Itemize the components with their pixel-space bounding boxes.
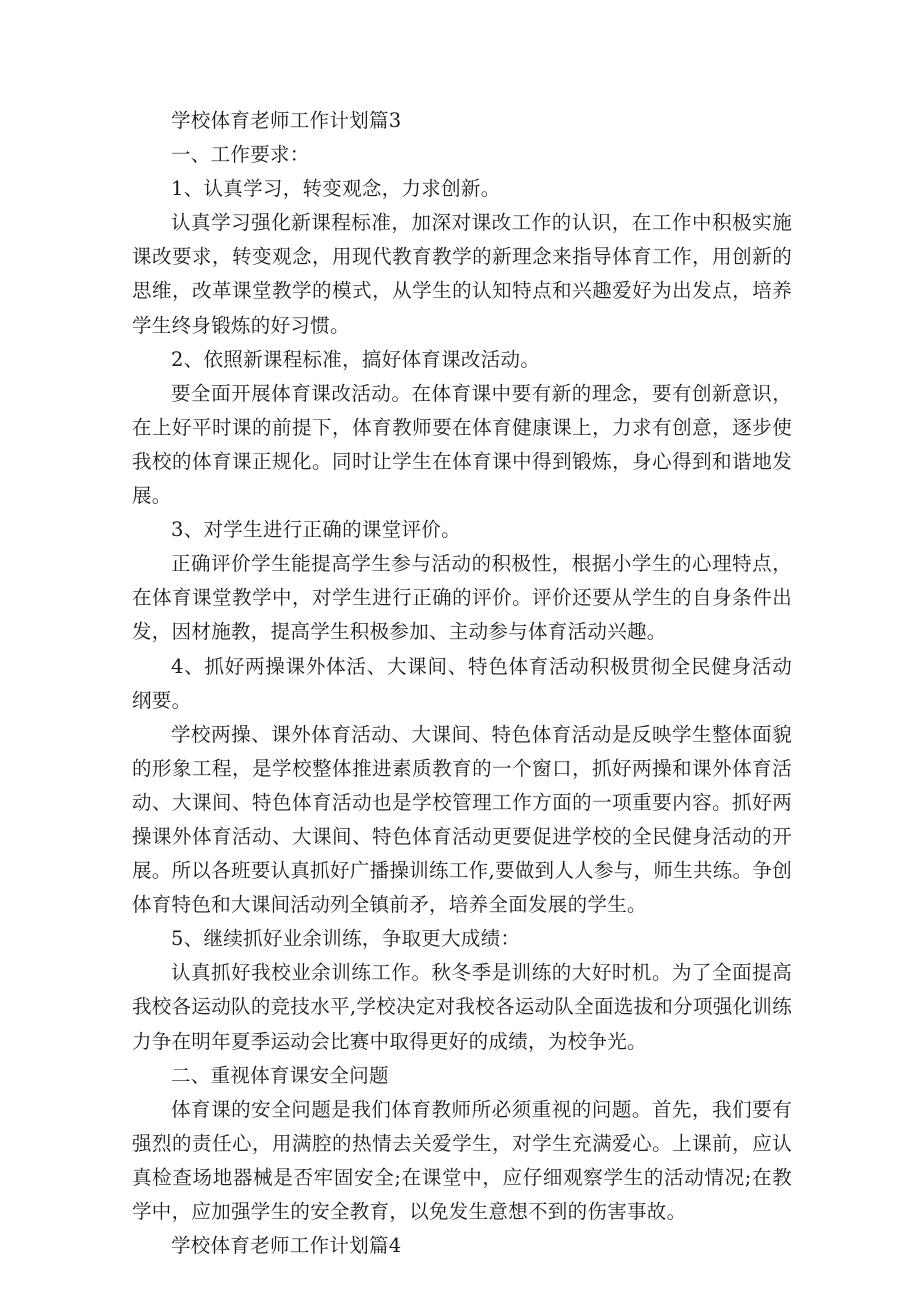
- item-heading-2: 2、依照新课程标准，搞好体育课改活动。: [171, 347, 541, 371]
- body-paragraph-safety: 体育课的安全问题是我们体育教师所必须重视的问题。首先，我们要有强烈的责任心，用满腔的热情去关爱学生，对学生充满爱心。上课前，应认真检查场地器械是否牢固安全;在课堂中，应仔细观察学生的活动情况;在教学中，应加强学生的安全教育，以免发生意想不到的伤害事故。: [132, 1097, 792, 1223]
- section-title-next: 学校体育老师工作计划篇4: [171, 1234, 402, 1258]
- heading-work-requirements: 一、工作要求：: [171, 143, 310, 167]
- item-heading-5: 5、继续抓好业余训练，争取更大成绩：: [171, 927, 521, 951]
- body-paragraph-2: 要全面开展体育课改活动。在体育课中要有新的理念，要有创新意识，在上好平时课的前提下，体育教师要在体育健康课上，力求有创意，逐步使我校的体育课正规化。同时让学生在体育课中得到锻炼，身心得到和谐地发展。: [132, 381, 792, 508]
- heading-safety: 二、重视体育课安全问题: [171, 1063, 389, 1087]
- item-heading-4: 4、抓好两操课外体活、大课间、特色体育活动积极贯彻全民健身活动纲要。: [132, 654, 792, 712]
- item-heading-1: 1、认真学习，转变观念，力求创新。: [171, 177, 501, 201]
- item-heading-3: 3、对学生进行正确的课堂评价。: [171, 518, 461, 542]
- body-paragraph-4: 学校两操、课外体育活动、大课间、特色体育活动是反映学生整体面貌的形象工程，是学校整体推进素质教育的一个窗口，抓好两操和课外体育活动、大课间、特色体育活动也是学校管理工作方面的一项重要内容。抓好两操课外体育活动、大课间、特色体育活动更要促进学校的全民健身活动的开展。所以各班要认真抓好广播操训练工作,要做到人人参与，师生共练。争创体育特色和大课间活动列全镇前矛，培养全面发展的学生。: [132, 722, 792, 917]
- section-title: 学校体育老师工作计划篇3: [171, 109, 402, 132]
- body-paragraph-3: 正确评价学生能提高学生参与活动的积极性，根据小学生的心理特点，在体育课堂教学中，对学生进行正确的评价。评价还要从学生的自身条件出发，因材施教，提高学生积极参加、主动参与体育活动兴趣。: [132, 552, 792, 644]
- body-paragraph-5: 认真抓好我校业余训练工作。秋冬季是训练的大好时机。为了全面提高我校各运动队的竞技水平,学校决定对我校各运动队全面选拔和分项强化训练力争在明年夏季运动会比赛中取得更好的成绩，为校争光。: [132, 961, 792, 1053]
- document-body: [132, 104, 792, 1263]
- body-paragraph-1: 认真学习强化新课程标准，加深对课改工作的认识，在工作中积极实施课改要求，转变观念，用现代教育教学的新理念来指导体育工作，用创新的思维，改革课堂教学的模式，从学生的认知特点和兴趣爱好为出发点，培养学生终身锻炼的好习惯。: [132, 211, 792, 337]
